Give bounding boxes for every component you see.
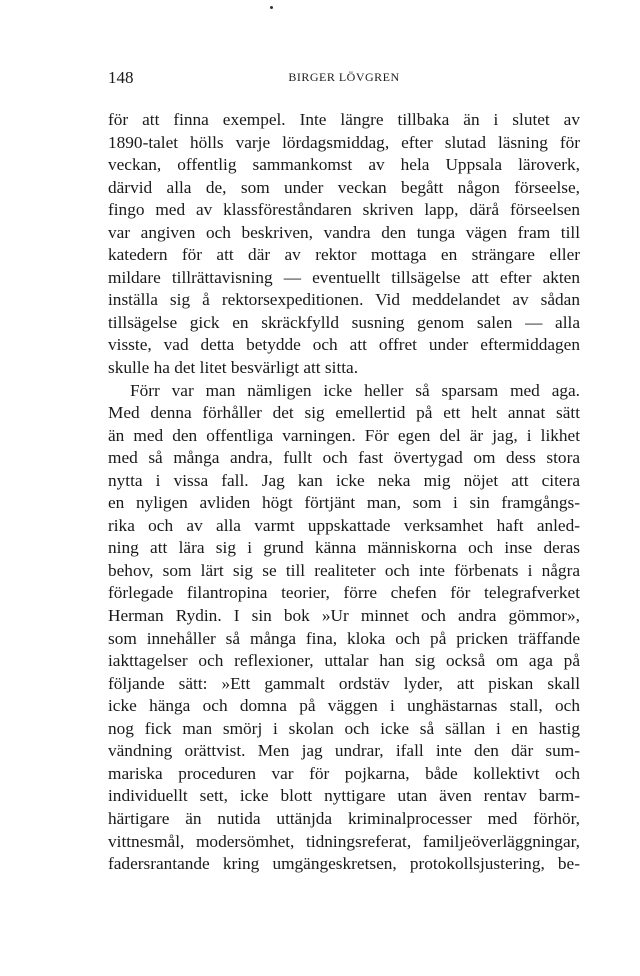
text-line: nog fick man smörj i skolan och icke så sällan i en hastig [108, 718, 580, 738]
body-text [108, 109, 580, 876]
text-line: rika och av alla varmt uppskattade verksamhet haft anled- [108, 515, 580, 535]
text-line: härtigare än nutida uttänjda kriminalprocesser med förhör, [108, 808, 580, 828]
text-line: katedern för att där av rektor mottaga en strängare eller [108, 245, 580, 265]
print-speck [270, 6, 273, 9]
text-line: än med den offentliga varningen. För egen del är jag, i likhet [108, 425, 580, 445]
text-line: 1890-talet hölls varje lördagsmiddag, efter slutad läsning för [108, 132, 580, 152]
paragraph-1 [108, 109, 580, 380]
text-line: icke hänga och domna på väggen i unghästarnas stall, och [108, 696, 580, 716]
running-head: BIRGER LÖVGREN [288, 70, 400, 84]
text-line: fadersrantande kring umgängeskretsen, protokollsjustering, be- [108, 854, 580, 874]
text-line: vändning orättvist. Men jag undrar, ifall inte den där sum- [108, 741, 580, 761]
text-line: vittnesmål, modersömhet, tidningsreferat, familjeöverläggningar, [108, 831, 580, 851]
text-line: med så många andra, fullt och fast övertygad om dess stora [108, 448, 580, 468]
page-header [108, 68, 580, 88]
text-line: nytta i vissa fall. Jag kan icke neka mig nöjet att citera [108, 470, 580, 490]
text-line: individuellt sett, icke blott nyttigare utan även rentav barm- [108, 786, 580, 806]
text-line: därvid alla de, som under veckan begått någon förseelse, [108, 177, 580, 197]
text-line: förlegade filantropina teorier, förre chefen för telegrafverket [108, 583, 580, 603]
text-line: var angiven och beskriven, vandra den tunga vägen fram till [108, 222, 580, 242]
text-line: mildare tillrättavisning — eventuellt tillsägelse att efter akten [108, 267, 580, 287]
text-line: Förr var man nämligen icke heller så sparsam med aga. [130, 380, 580, 400]
text-line: mariska proceduren var för pojkarna, både kollektivt och [108, 763, 580, 783]
text-line: veckan, offentlig sammankomst av hela Uppsala läroverk, [108, 155, 580, 175]
text-line: iakttagelser och reflexioner, uttalar han sig också om aga på [108, 651, 580, 671]
text-line: skulle ha det litet besvärligt att sitta. [108, 358, 359, 378]
text-line: för att finna exempel. Inte längre tillbaka än i slutet av [108, 110, 580, 129]
text-line: följande sätt: »Ett gammalt ordstäv lyder, att piskan skall [108, 673, 580, 693]
text-line: tillsägelse gick en skräckfylld susning genom salen — alla [108, 312, 580, 332]
text-line: en nyligen avliden högt förtjänt man, som i sin framgångs- [108, 493, 580, 513]
text-line: inställa sig å rektorsexpeditionen. Vid meddelandet av sådan [108, 290, 580, 310]
text-line: fingo med av klassföreståndaren skriven lapp, därå förseelsen [108, 200, 580, 220]
text-line: som innehåller så många fina, kloka och på pricken träffande [108, 628, 580, 648]
text-line: behov, som lärt sig se till realiteter och inte förbenats i några [108, 560, 580, 580]
text-line: visste, vad detta betydde och att offret under eftermiddagen [108, 335, 580, 355]
text-line: Med denna förhåller det sig emellertid på ett helt annat sätt [108, 403, 580, 423]
text-line: Herman Rydin. I sin bok »Ur minnet och andra gömmor», [108, 606, 580, 626]
text-line: ning att lära sig i grund känna människorna och inse deras [108, 538, 580, 558]
page-number: 148 [108, 68, 134, 87]
paragraph-2 [108, 380, 580, 876]
